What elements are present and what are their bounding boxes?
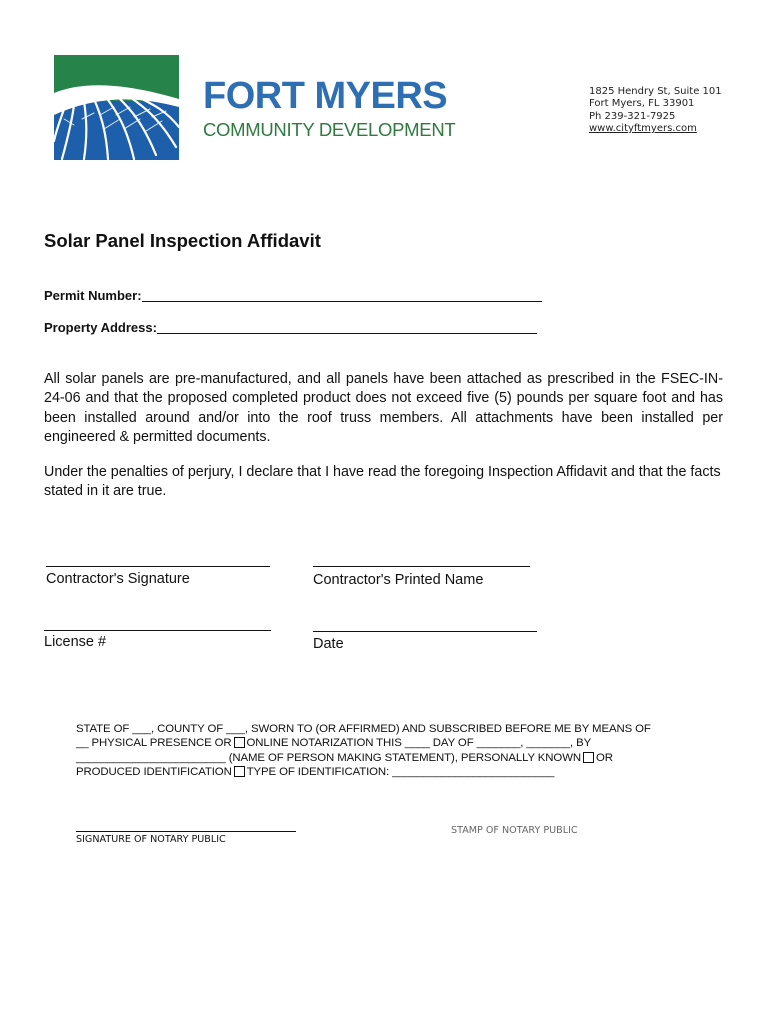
notary-line-1-text: STATE OF ___, COUNTY OF ___, SWORN TO (OR AFFIRMED) AND SUBSCRIBED BEFORE ME BY MEANS OF: [76, 723, 651, 735]
date-line[interactable]: [313, 631, 537, 632]
notary-line-2: [76, 736, 676, 750]
palm-frond-logo-icon: [54, 55, 179, 160]
notary-signature-label: SIGNATURE OF NOTARY PUBLIC: [76, 834, 226, 845]
notary-line-3: [76, 751, 676, 765]
address-line1: 1825 Hendry St, Suite 101: [589, 86, 722, 97]
brand-title: FORT MYERS: [203, 75, 448, 117]
contractor-printed-name-label: Contractor's Printed Name: [313, 572, 484, 588]
notary-line-1: [76, 722, 676, 736]
document-title: Solar Panel Inspection Affidavit: [44, 230, 321, 251]
affidavit-statement: All solar panels are pre-manufactured, and all panels have been attached as prescribed in the FSEC-IN-24-06 and that the proposed completed product does not exceed five (5) pounds per square foot and has been installed around and/or into the roof truss members. All attachments have been installed per engineered & permitted documents.: [44, 371, 723, 446]
phone-number: Ph 239-321-7925: [589, 110, 676, 122]
property-address-input[interactable]: [157, 319, 537, 334]
office-address: [589, 86, 722, 135]
contractor-signature-label: Contractor's Signature: [46, 571, 190, 587]
personally-known-checkbox[interactable]: [583, 752, 594, 763]
address-line2: Fort Myers, FL 33901: [589, 98, 695, 110]
online-notarization-checkbox[interactable]: [234, 737, 245, 748]
produced-identification-checkbox[interactable]: [234, 766, 245, 777]
date-label: Date: [313, 636, 344, 652]
notary-line-2-text-b: ONLINE NOTARIZATION THIS ____ DAY OF _______, _______, BY: [246, 737, 592, 750]
permit-number-label: Permit Number:: [44, 288, 142, 303]
city-of-palms-logo: [54, 55, 179, 160]
notary-signature-line[interactable]: [76, 831, 296, 832]
notary-line-2-text-a: __ PHYSICAL PRESENCE OR: [76, 737, 232, 750]
license-number-line[interactable]: [44, 630, 271, 631]
notary-line-4: [76, 765, 676, 779]
property-address-field: [44, 318, 537, 336]
permit-number-input[interactable]: [142, 287, 542, 302]
contractor-printed-name-line[interactable]: [313, 566, 530, 567]
notary-line-4-text-b: TYPE OF IDENTIFICATION: __________________________: [246, 765, 555, 778]
brand-subtitle: COMMUNITY DEVELOPMENT: [203, 119, 456, 140]
contractor-signature-line[interactable]: [46, 566, 270, 567]
notary-line-3-text-b: OR: [595, 751, 613, 764]
notary-line-4-text-a: PRODUCED IDENTIFICATION: [76, 765, 232, 778]
website-link[interactable]: www.cityftmyers.com: [589, 122, 697, 134]
perjury-declaration: Under the penalties of perjury, I declare that I have read the foregoing Inspection Affidavit and that the facts stated in it are true.: [44, 464, 721, 500]
property-address-label: Property Address:: [44, 320, 157, 335]
notary-line-3-text-a: ________________________ (NAME OF PERSON MAKING STATEMENT), PERSONALLY KNOWN: [76, 751, 581, 764]
license-number-label: License #: [44, 634, 107, 650]
notary-block: [76, 722, 676, 779]
notary-stamp-label: STAMP OF NOTARY PUBLIC: [451, 825, 578, 836]
permit-number-field: [44, 286, 542, 304]
